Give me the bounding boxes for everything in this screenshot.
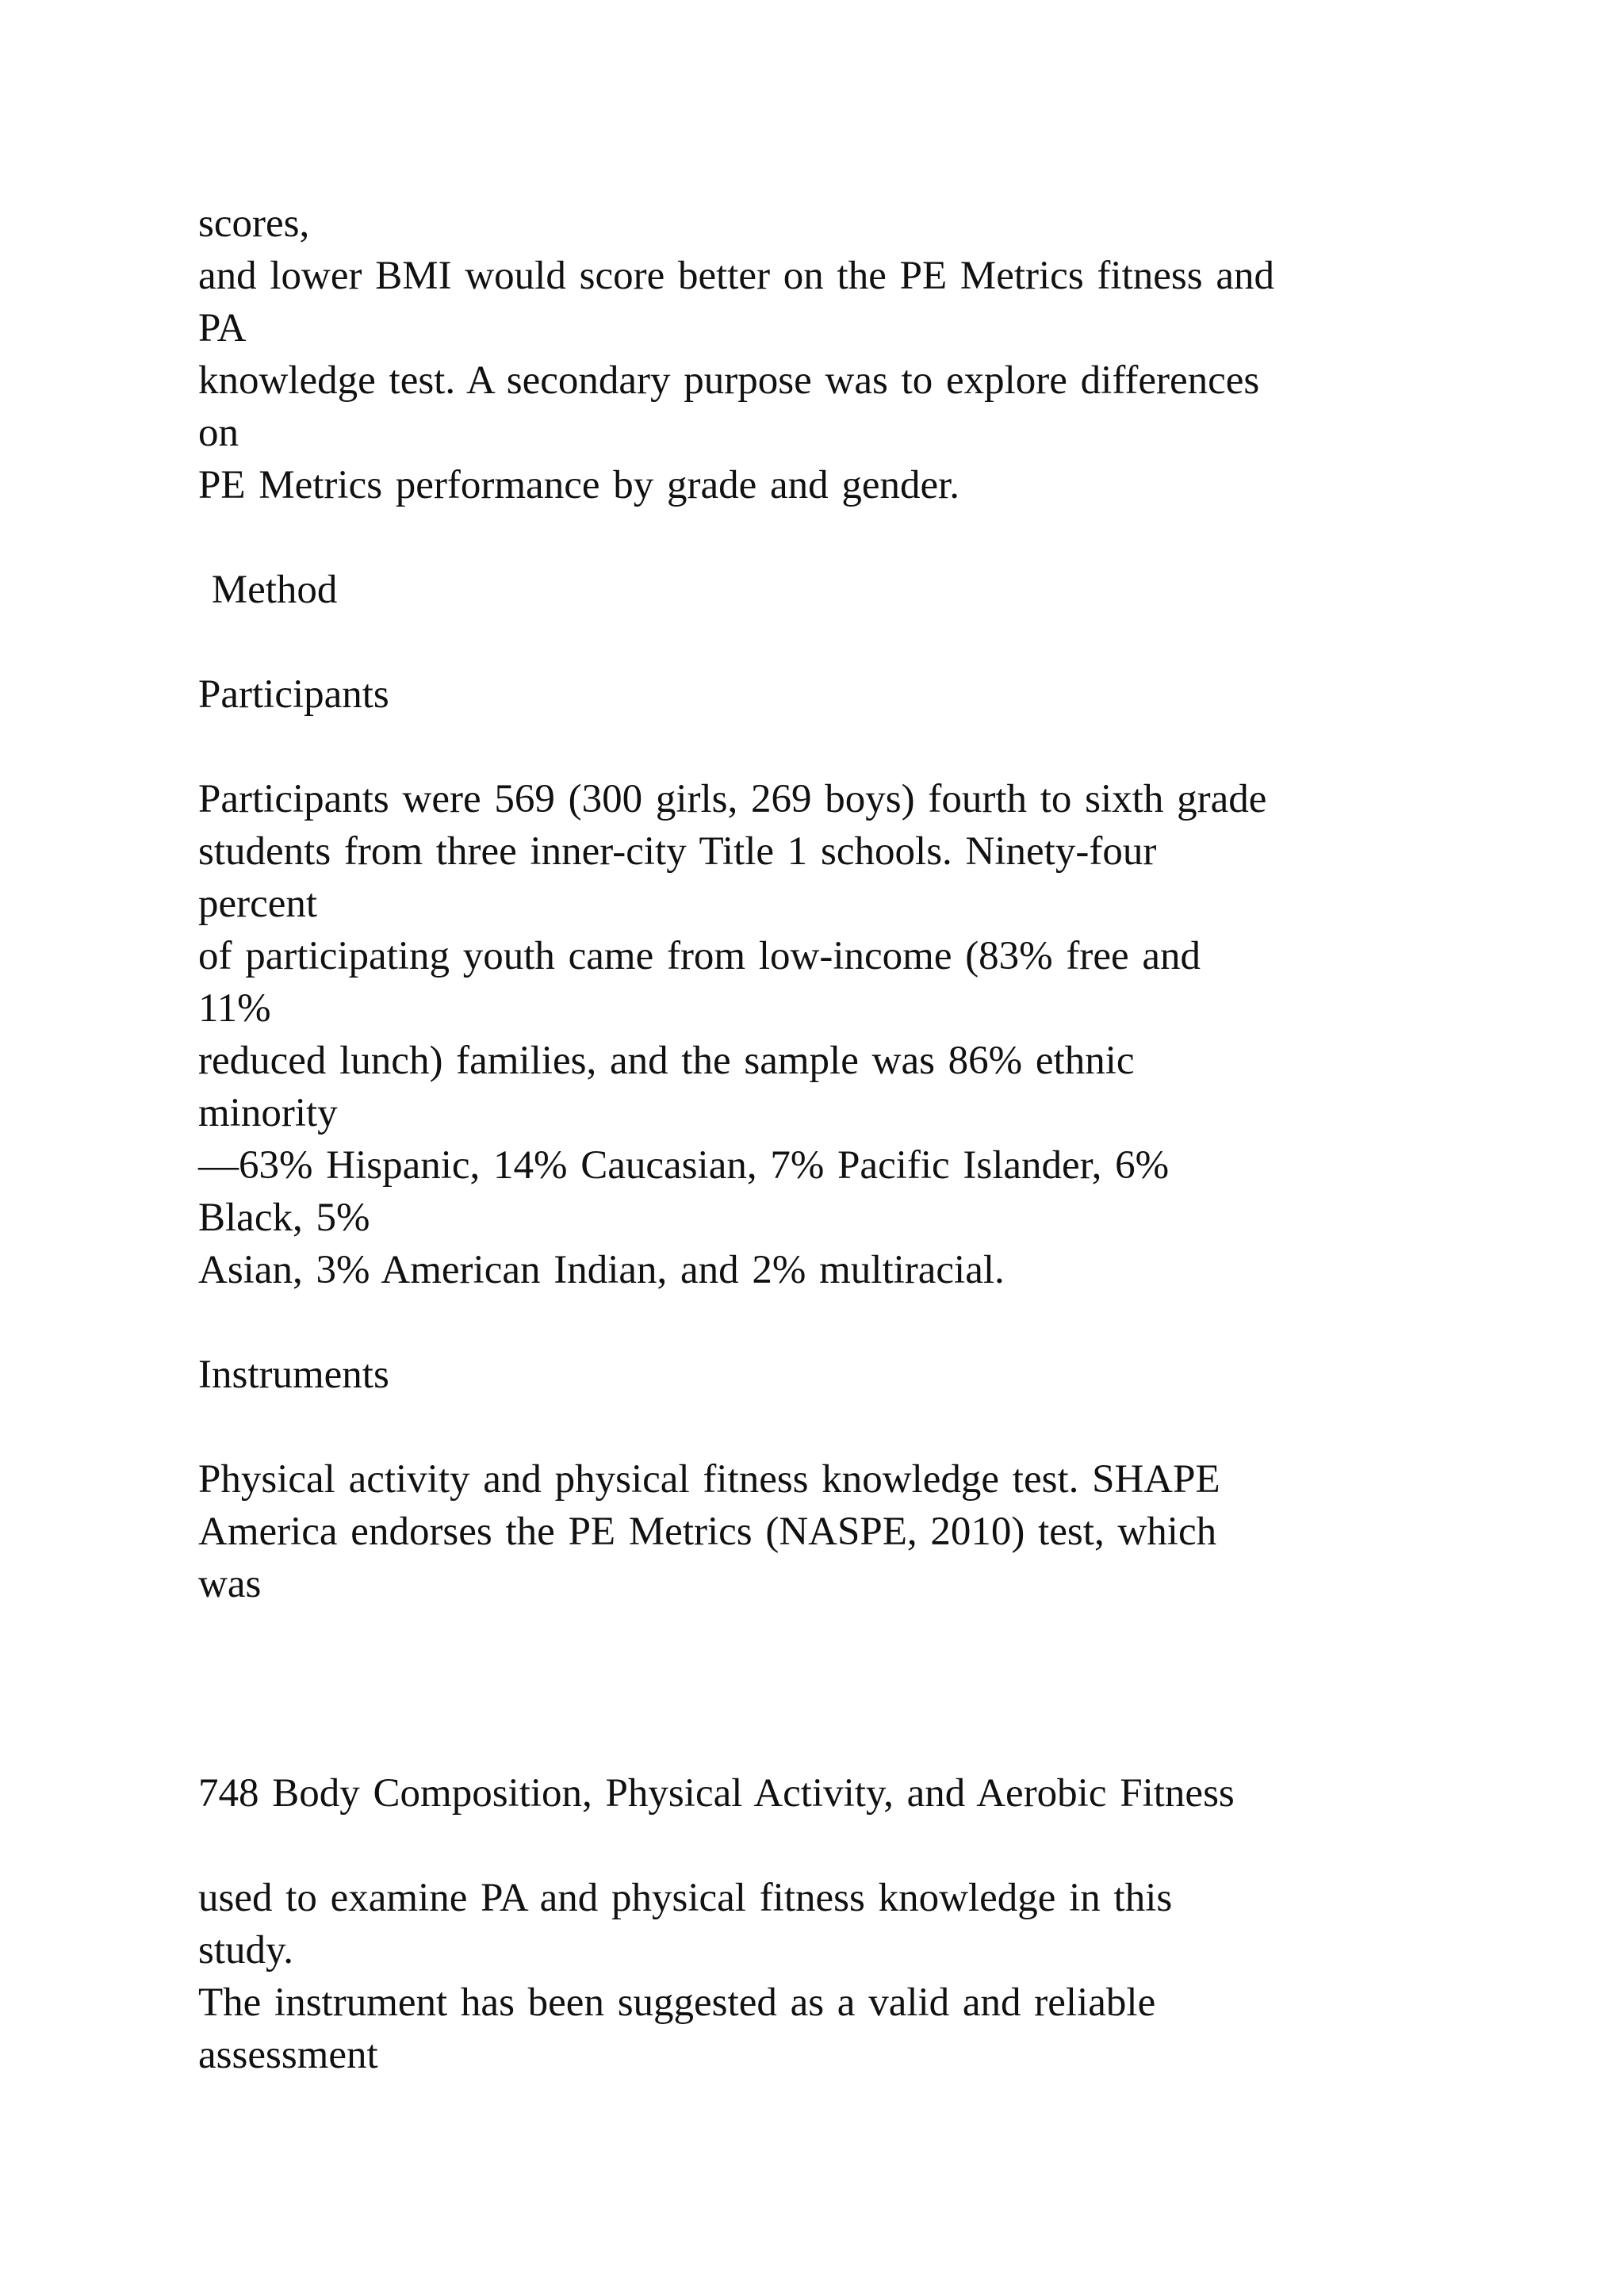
text-line: study. — [198, 1928, 293, 1973]
text-line: and lower BMI would score better on the PE Metrics fitness and — [198, 254, 1274, 298]
text-line: assessment — [198, 2033, 378, 2077]
text-line: PE Metrics performance by grade and gender. — [198, 463, 960, 507]
text-line: reduced lunch) families, and the sample was 86% ethnic — [198, 1039, 1135, 1083]
text-line: was — [198, 1562, 262, 1606]
text-line: PA — [198, 306, 247, 350]
text-line: The instrument has been suggested as a valid and reliable — [198, 1980, 1156, 2025]
text-line: knowledge test. A secondary purpose was to explore differences — [198, 358, 1260, 403]
text-line: on — [198, 411, 239, 455]
page-running-header: 748 Body Composition, Physical Activity, and Aerobic Fitness — [198, 1771, 1235, 1816]
text-line: America endorses the PE Metrics (NASPE, 2010) test, which — [198, 1510, 1217, 1554]
subsection-heading-instruments: Instruments — [198, 1353, 389, 1397]
text-line: Participants were 569 (300 girls, 269 boys) fourth to sixth grade — [198, 777, 1267, 821]
subsection-heading-participants: Participants — [198, 672, 389, 717]
text-line: students from three inner-city Title 1 schools. Ninety-four — [198, 829, 1157, 874]
text-line: Physical activity and physical fitness knowledge test. SHAPE — [198, 1457, 1220, 1502]
text-line: Black, 5% — [198, 1196, 370, 1240]
text-line: used to examine PA and physical fitness knowledge in this — [198, 1876, 1173, 1920]
text-line: Asian, 3% American Indian, and 2% multiracial. — [198, 1248, 1005, 1292]
section-heading-method: Method — [198, 568, 338, 612]
text-line: scores, — [198, 201, 310, 246]
text-line: of participating youth came from low-income (83% free and — [198, 934, 1201, 978]
text-line: 11% — [198, 986, 271, 1031]
text-line: percent — [198, 882, 318, 926]
text-line: —63% Hispanic, 14% Caucasian, 7% Pacific Islander, 6% — [198, 1143, 1170, 1188]
text-line: minority — [198, 1091, 338, 1135]
